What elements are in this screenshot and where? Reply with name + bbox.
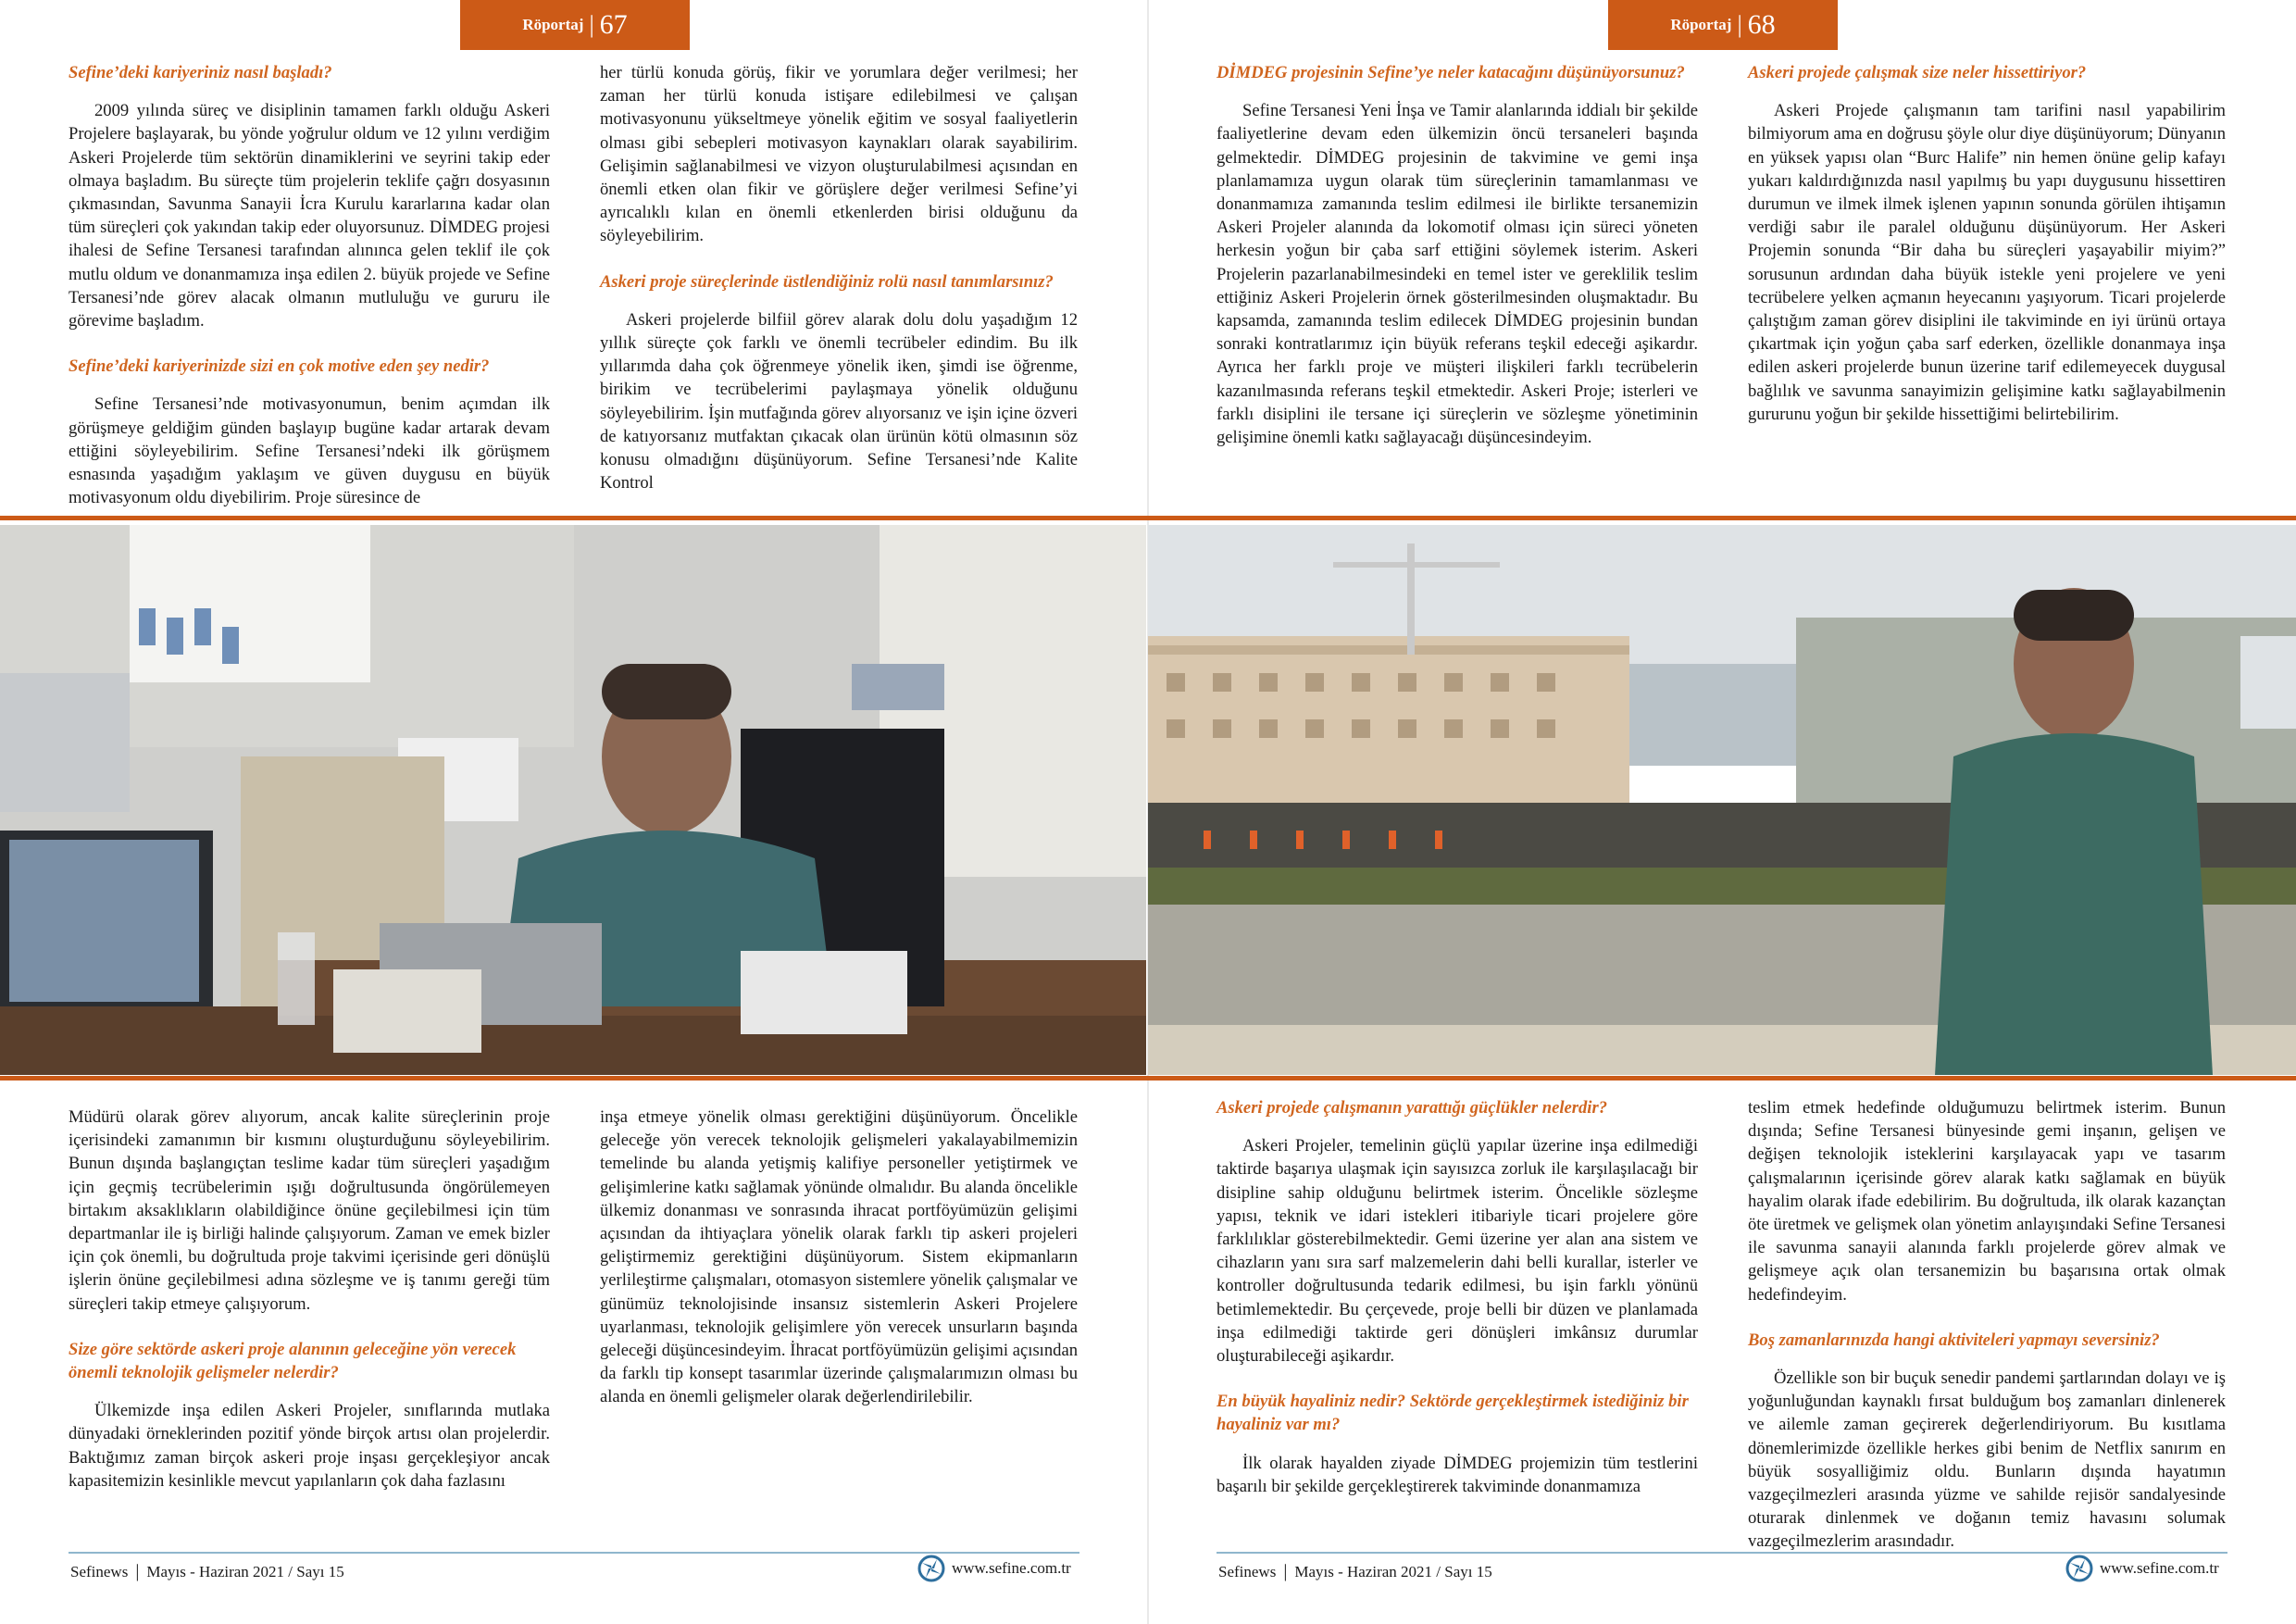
footer-website-text: www.sefine.com.tr [952, 1559, 1071, 1577]
section-divider: | [589, 11, 594, 38]
section-label: Röportaj [1670, 16, 1732, 33]
interview-question: Sefine’deki kariyerinizde sizi en çok motive eden şey nedir? [69, 356, 490, 377]
photo-band-top-rule [0, 516, 2296, 520]
body-paragraph: Askeri projelerde bilfiil görev alarak dolu dolu yaşadığım 12 yıllık süreçte çok farklı ve önemli tecrübeler edindim. Bu ilk yıllarımda daha çok öğrenmeye yönelik iken, şimdi ise öğrenme, birikim ve tecrübelerimi paylaşmaya yönelik olduğunu söyleyebilirim. İşin mutfağında görev alıyorsanız ve işin içine özveri de katıyorsanız mutfaktan çıkacak olan ürünün kötü olmasının söz konusu olmadığını düşünüyorum. Sefine Tersanesi’nde Kalite Kontrol [600, 309, 1078, 493]
body-paragraph: Ülkemizde inşa edilen Askeri Projeler, sınıflarında mutlaka dünyadaki örneklerinden pozitif yönde birçok artısı olan projelerdir. Baktığımız zaman birçok askeri proje inşası gerçekleşiyor ancak kapasitemizin kesinlikle mevcut yapılanların çok daha fazlasını [69, 1401, 550, 1491]
section-tab [460, 0, 690, 50]
page-number: 67 [599, 9, 628, 40]
interview-question: Boş zamanlarınızda hangi aktiviteleri yapmayı seversiniz? [1748, 1330, 2160, 1350]
footer-website-text: www.sefine.com.tr [2100, 1559, 2219, 1577]
text-column [1748, 1096, 2226, 1554]
section-tab [1608, 0, 1838, 50]
body-paragraph: Sefine Tersanesi’nde motivasyonumun, benim açımdan ilk görüşmeye geldiğim günden başlayıp bugüne kadar artarak devam ettiğini söyleyebilirim. Sefine Tersanesi’ndeki ilk görüşmem esnasında yaşadığım yaklaşım ve güven duygusu en büyük motivasyonum oldu diyebilirim. Proje süresince de [69, 394, 550, 508]
footer-issue [70, 1561, 344, 1582]
footer-website [917, 1554, 1071, 1583]
footer-issue [1218, 1561, 1492, 1582]
footer-issue-text: Mayıs - Haziran 2021 / Sayı 15 [1294, 1562, 1492, 1580]
body-paragraph: inşa etmeye yönelik olması gerektiğini düşünüyorum. Öncelikle geleceğe yön verecek teknolojik gelişmeleri yakalayabilmemizin temelinde bu alanda yetişmiş kalifiye personeller yetiştirmek ve gelişimlerine katkı sağlamak yönünde olmalıdır. Bu alanda öncelikle ülkemiz donanması ve sonrasında ihracat portföyümüzün gelişimi açısından da ihtiyaçlara yönelik olarak farklı tip askeri projeleri geliştirmemiz gerektiğini düşünüyorum. Sistem ekipmanların yerlileştirme çalışmaları, otomasyon sistemlere yönelik çalışmalar ve günümüz teknolojisinde insansız sistemlerin Askeri Projelere uyarlanması, teknolojik gelişimlere yön verecek unsurların başında geleceği düşüncesindeyim. İhracat portföyümüzün gelişimi açısından da farklı tip konsept tasarımlar üzerinde çalışmalarımızın olması bu alanda en önemli gelişmeler olarak değerlendirilebilir. [600, 1107, 1078, 1407]
office-photo-illustration [0, 525, 1146, 1075]
footer-publication: Sefinews [1218, 1562, 1277, 1580]
text-column [69, 61, 550, 509]
footer-separator: | [135, 1561, 140, 1581]
text-column [600, 1106, 1078, 1409]
body-paragraph: Askeri Projede çalışmanın tam tarifini nasıl yapabilirim bilmiyorum ama en doğrusu şöyle olur diye düşünüyorum; Dünyanın en yüksek yapısı olan “Burc Halife” nin hemen önüne gelip kafayı yukarı kaldırdığınızda nasıl yapılmış bu yapı duygusunu hissettiren durumun ve ilmek ilmek işlenen yapının sonunda görülen ihtişamın verdiği sabır ile paralel olduğunu düşünüyorum. Her Askeri Projemin sonunda “Bir daha bu süreçleri yaşayabilir miyim?” sorusunun ardından daha büyük istekle yeni projelere ve yeni tecrübelere yelken açmanın heyecanını yaşıyorum. Ticari projelerde çalıştığım zaman görev disiplini ile takviminde en iyi ürünü ortaya çıkartmak için yoğun çaba sarf ederken, özellikle donanmaya inşa edilen askeri projelerde bunun üzerine tarif edilemeyecek duygusal bağlılık ve savunma sanayimizin gelişimine katkı sağlayabilmenin gururunu yoğun bir şekilde hissettiğimi belirtebilirim. [1748, 101, 2226, 424]
body-paragraph: İlk olarak hayalden ziyade DİMDEG projemizin tüm testlerini başarılı bir şekilde gerçekleştirerek takviminde donanmamıza [1217, 1453, 1698, 1496]
shipyard-photo-illustration [1148, 525, 2296, 1075]
text-column [69, 1106, 550, 1493]
text-column [1217, 1096, 1698, 1498]
body-paragraph: Sefine Tersanesi Yeni İnşa ve Tamir alanlarında iddialı bir şekilde faaliyetlerine devam eden ülkemizin öncü tersaneleri başında gelmektedir. DİMDEG projesinin de takvimine ve gemi inşa planlamamıza uygun olarak tüm süreçlerinin tamamlanması ve donanmamıza zamanında teslim edilmesi ile birlikte tersanemizin Askeri Projeler alanında da lokomotif olması için süreci yöneten herkesin yoğun bir çaba sarf ettiğini söylemek isterim. Askeri Projelerin pazarlanabilmesindeki en temel ister ve gereklilik teslim ettiğiniz Askeri Projelerin örnek gösterilmesinden oluşmaktadır. Bu kapsamda, zamanında teslim edilecek DİMDEG projesinin bundan sonraki kontratlarımız için büyük referans teşkil edeceği aşikardır. Ayrıca her farklı proje ve müşteri ilişkileri farklı tecrübelerin kazanılmasında referans teşkil etmektedir. Askeri Proje; isterleri ve farklı disiplini ile tersane içi süreçlerin ve sözleşme yönetiminin gelişimine önemli katkı sağlayacağı düşüncesindeyim. [1217, 101, 1698, 448]
text-column [1217, 61, 1698, 449]
sefine-logo-icon [2065, 1554, 2094, 1583]
footer-separator: | [1283, 1561, 1288, 1581]
interview-question: Askeri projede çalışmak size neler hissettiriyor? [1748, 63, 2087, 82]
section-label: Röportaj [522, 16, 584, 33]
section-divider: | [1737, 11, 1742, 38]
interview-question: Sefine’deki kariyeriniz nasıl başladı? [69, 63, 332, 82]
body-paragraph: her türlü konuda görüş, fikir ve yorumlara değer verilmesi; her zaman her türlü konuda istişare edilebilmesi ve çalışan motivasyonunu yükseltmeye yönelik eğitim ve sosyal faaliyetlerin olması gibi sebepleri motivasyon kaynakları olarak sayabilirim. Gelişimin sağlanabilmesi ve vizyon oluşturulabilmesi açısından en önemli etken olan fikir ve görüşlere değer verilmesi Sefine’yi ayrıcalıklı kılan en önemli etkenlerden birisi olduğunu da söyleyebilirim. [600, 63, 1078, 246]
footer-website [2065, 1554, 2219, 1583]
interview-question: Askeri proje süreçlerinde üstlendiğiniz rolü nasıl tanımlarsınız? [600, 271, 1054, 292]
office-photo [0, 525, 1146, 1075]
body-paragraph: Müdürü olarak görev alıyorum, ancak kalite süreçlerinin proje içerisindeki zamanımın bir kısmını oluşturduğunu söyleyebilirim. Bunun dışında başlangıçtan teslime kadar tüm süreçleri yaşadığım için geçmiş tecrübelerimin ışığı doğrultusunda öngörülemeyen birtakım aksaklıkların olabildiğince önüne geçilebilmesi için tüm departmanlar ile iş birliği halinde çalışıyorum. Zaman ve emek bizler için çok önemli, bu doğrultuda proje takvimi içerisinde geri dönüşlü işlerin önüne geçilebilmesi adına sözleşme ve iş tanımı gereği tüm süreçleri takip etmeye çalışıyorum. [69, 1107, 550, 1314]
interview-question: Askeri projede çalışmanın yarattığı güçlükler nelerdir? [1217, 1098, 1607, 1118]
photo-band-bottom-rule [0, 1076, 2296, 1081]
footer-issue-text: Mayıs - Haziran 2021 / Sayı 15 [146, 1562, 344, 1580]
body-paragraph: 2009 yılında süreç ve disiplinin tamamen farklı olduğu Askeri Projelere başlayarak, bu yönde yoğrulur oldum ve 12 yılını verdiğim Askeri Projelerde tüm sektörün dinamiklerini ve seyrini takip eder olmaya başladım. Bu süreçte tüm projelerin teklife çağrı dosyasının çıkmasından, Savunma Sanayii İcra Kurulu kararlarına kadar olan tüm süreçleri çok yakından takip eder oluyorsunuz. DİMDEG projesi ihalesi de Sefine Tersanesi tarafından alınınca gelen teklif ile çok mutlu oldum ve donanmamıza inşa edilen 2. büyük projede ve Sefine Tersanesi’nde görev alacak olmanın mutluluğu ve gururu ile görevime başladım. [69, 101, 550, 331]
interview-question: En büyük hayaliniz nedir? Sektörde gerçekleştirmek istediğiniz bir hayaliniz var mı? [1217, 1392, 1689, 1435]
text-column [1748, 61, 2226, 426]
interview-question: Size göre sektörde askeri proje alanının geleceğine yön verecek önemli teknolojik gelişmeler nelerdir? [69, 1339, 517, 1383]
text-column [600, 61, 1078, 494]
interview-question: DİMDEG projesinin Sefine’ye neler katacağını düşünüyorsunuz? [1217, 63, 1685, 82]
body-paragraph: Askeri Projeler, temelinin güçlü yapılar üzerine inşa edilmediği taktirde başarıya ulaşmak için sayısızca zorluk ile karşılaşılacağı bir disipline sahip olduğunu belirtmek isterim. Öncelikle sözleşme yapısı, teknik ve idari istekleri itibariyle ticari projelere göre farklılıklar gösterebilmektedir. Gemi üzerine yer alan ana sistem ve cihazların yanı sıra sarf malzemelerin dahi belli kurallar, isterler ve kontroller doğrultusunda tedarik edilmesi, bu işin farklı yönünü betimlemektedir. Bu çerçevede, proje belli bir düzen ve planlamada inşa edilmediği taktirde geri dönüşleri imkânsız durumlar oluşturabileceği aşikardır. [1217, 1136, 1698, 1367]
sefine-logo-icon [917, 1554, 946, 1583]
footer-publication: Sefinews [70, 1562, 129, 1580]
body-paragraph: teslim etmek hedefinde olduğumuzu belirtmek isterim. Bunun dışında; Sefine Tersanesi bünyesinde gemi inşanın, gelişen ve değişen teknolojik isteklerini karşılayacak yapı ve tasarım çalışmalarının içerisinde görev alarak katkı sağlamak en büyük hayalim olarak ifade edebilirim. Bu doğrultuda, ilk olarak kazançtan öte üretmek ve gelişmek olan yönetim anlayışındaki Sefine Tersanesi ile savunma sanayii alanında farklı projelerde görev almak ve gelişmeye açık olan tersanemizin bu başarısına ortak olmak hedefindeyim. [1748, 1098, 2226, 1305]
page-number: 68 [1747, 9, 1776, 40]
shipyard-photo [1148, 525, 2296, 1075]
body-paragraph: Özellikle son bir buçuk senedir pandemi şartlarından dolayı ve iş yoğunluğundan kaynaklı fırsat bulduğum boş zamanları dinlenerek ve ailemle zaman geçirerek değerlendiriyorum. Bu kısıtlama dönemlerimizde özellikle herkes gibi benim de Netflix sanırım en büyük sosyalliğimiz oldu. Bunların dışında hayatımın vazgeçilmezleri arasında yüzme ve sahilde rejisör sandalyesinde oturarak dinlenmek ve doğanın temiz havasını solumak vazgeçilmezlerim arasındadır. [1748, 1368, 2226, 1552]
